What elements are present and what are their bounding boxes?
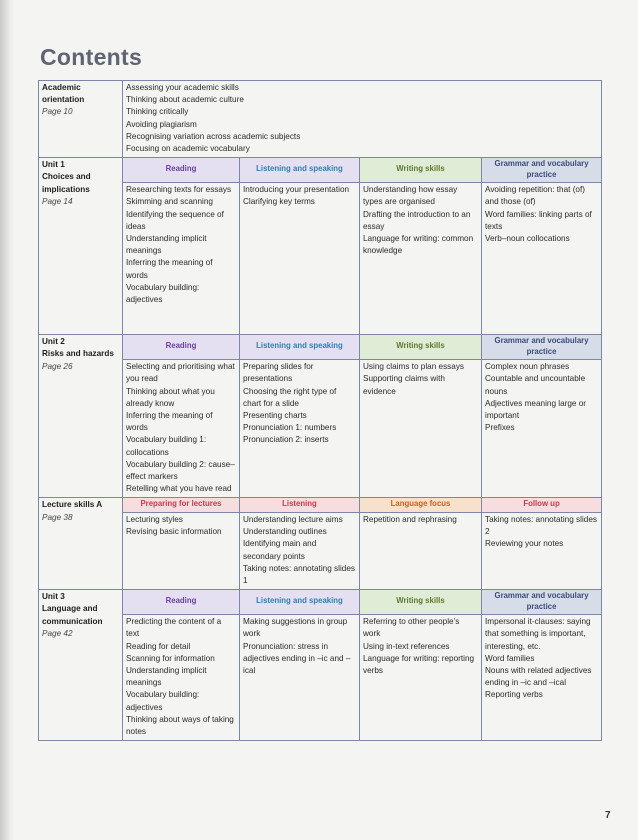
list-item: Verb–noun collocations [485,234,570,244]
list-item: Taking notes: annotating slides 2 [485,514,597,537]
list-item: Presenting charts [243,411,307,421]
list-item: Thinking about academic culture [126,95,244,105]
unit-page: Page 26 [42,361,73,371]
unit-title: Unit 1 [42,160,65,170]
academic-orientation-label [39,81,123,158]
unit2-label [39,335,123,498]
academic-orientation-topics [123,81,602,158]
list-item: Impersonal it-clauses: saying that something is important, interesting, etc. [485,617,591,651]
column-header-writing: Writing skills [360,590,482,615]
list-item: Complex noun phrases [485,362,570,372]
list-item: Retelling what you have read [126,484,232,494]
unit1-writing [360,183,482,335]
lecture-a-content-row [39,512,602,589]
list-item: Vocabulary building 1: collocations [126,435,207,457]
unit-title: implications [42,184,90,194]
unit-page: Page 38 [42,512,73,522]
list-item: Using in-text references [363,641,450,651]
list-item: Introducing your presentation [243,185,350,195]
unit-page: Page 10 [42,107,73,117]
list-item: Pronunciation 2: inserts [243,435,329,445]
list-item: Identifying the sequence of ideas [126,209,224,231]
column-header-listening: Listening and speaking [240,590,360,615]
list-item: Clarifying key terms [243,197,315,207]
unit2-writing [360,360,482,498]
column-header-listening: Listening and speaking [240,158,360,183]
list-item: Prefixes [485,423,515,433]
list-item: Pronunciation: stress in adjectives ending in –ic and –ical [243,641,351,675]
list-item: Understanding lecture aims [243,514,343,524]
list-item: Preparing slides for presentations [243,362,314,384]
unit3-header-row [39,590,602,615]
list-item: Using claims to plan essays [363,362,465,372]
list-item: Avoiding repetition: that (of) and those (of) [485,185,585,207]
unit-title: Choices and [42,172,91,182]
list-item: Drafting the introduction to an essay [363,209,471,231]
unit2-reading [123,360,240,498]
list-item: Reading for detail [126,641,191,651]
unit1-reading [123,183,240,335]
lecture-a-label [39,498,123,590]
column-header-follow-up: Follow up [482,498,602,513]
list-item: Scanning for information [126,653,215,663]
academic-orientation-row [39,81,602,158]
list-item: Word families: linking parts of texts [485,209,592,231]
list-item: Language for writing: reporting verbs [363,653,475,675]
list-item: Understanding implicit meanings [126,665,207,688]
unit-title: Language and [42,604,98,614]
unit-page: Page 14 [42,196,73,206]
column-header-listening: Listening and speaking [240,335,360,360]
list-item: Understanding outlines [243,527,327,537]
lecture-a-follow-up [482,512,602,589]
list-item: Predicting the content of a text [126,617,222,639]
unit2-listening [240,360,360,498]
list-item: Supporting claims with evidence [363,374,445,396]
unit2-header-row [39,335,602,360]
list-item: Taking notes: annotating slides 1 [243,563,355,585]
unit-title: communication [42,616,103,626]
list-item: Pronunciation 1: numbers [243,423,337,433]
list-item: Thinking about ways of taking notes [126,714,234,736]
column-header-reading: Reading [123,158,240,183]
list-item: Researching texts for essays [126,185,232,195]
page-title: Contents [40,44,143,70]
unit-title: Unit 2 [42,337,65,347]
unit-title: orientation [42,95,85,105]
list-item: Word families [485,653,535,663]
column-header-reading: Reading [123,590,240,615]
lecture-a-preparing [123,512,240,589]
unit-title: Unit 3 [42,592,65,602]
list-item: Vocabulary building 2: cause–effect markers [126,459,235,482]
list-item: Vocabulary building: adjectives [126,690,200,712]
lecture-a-header-row [39,498,602,513]
unit1-listening [240,183,360,335]
list-item: Inferring the meaning of words [126,411,213,433]
unit1-label [39,158,123,335]
column-header-language-focus: Language focus [360,498,482,513]
column-header-reading: Reading [123,335,240,360]
unit-title: Academic [42,83,81,92]
list-item: Lecturing styles [126,514,183,524]
list-item: Selecting and prioritising what you read [126,362,235,384]
unit1-grammar [482,183,602,335]
list-item: Focusing on academic vocabulary [126,144,250,154]
list-item: Referring to other people’s work [363,617,460,639]
column-header-listening: Listening [240,498,360,513]
list-item: Reporting verbs [485,690,543,700]
unit3-listening [240,615,360,741]
list-item: Thinking about what you already know [126,386,215,408]
list-item: Understanding implicit meanings [126,234,207,256]
list-item: Choosing the right type of chart for a slide [243,386,337,408]
lecture-a-listening [240,512,360,589]
list-item: Repetition and rephrasing [363,514,457,524]
unit3-reading [123,615,240,741]
unit3-writing [360,615,482,741]
unit3-grammar [482,615,602,741]
list-item: Adjectives meaning large or important [485,398,587,421]
list-item: Making suggestions in group work [243,617,348,639]
unit1-header-row [39,158,602,183]
list-item: Skimming and scanning [126,197,213,207]
list-item: Identifying main and secondary points [243,539,317,561]
list-item: Inferring the meaning of words [126,258,213,280]
unit1-content-row [39,183,602,335]
list-item: Avoiding plagiarism [126,119,197,129]
unit2-grammar [482,360,602,498]
lecture-a-language [360,512,482,589]
list-item: Language for writing: common knowledge [363,234,474,256]
column-header-writing: Writing skills [360,158,482,183]
list-item: Reviewing your notes [485,539,564,549]
list-item: Vocabulary building: adjectives [126,282,200,305]
list-item: Understanding how essay types are organised [363,185,458,207]
column-header-preparing: Preparing for lectures [123,498,240,513]
column-header-grammar: Grammar and vocabulary practice [482,335,602,360]
unit3-content-row [39,615,602,741]
list-item: Thinking critically [126,107,189,117]
list-item: Nouns with related adjectives ending in –ic and –ical [485,665,592,688]
unit3-label [39,590,123,741]
unit-title: Lecture skills A [42,500,103,510]
contents-table [38,80,602,741]
page-spine-shadow [0,0,14,840]
unit-title: Risks and hazards [42,349,114,359]
list-item: Revising basic information [126,527,222,537]
unit-page: Page 42 [42,628,73,638]
unit2-content-row [39,360,602,498]
column-header-writing: Writing skills [360,335,482,360]
list-item: Recognising variation across academic subjects [126,131,301,141]
column-header-grammar: Grammar and vocabulary practice [482,590,602,615]
list-item: Countable and uncountable nouns [485,374,586,396]
column-header-grammar: Grammar and vocabulary practice [482,158,602,183]
list-item: Assessing your academic skills [126,83,239,92]
page-number: 7 [605,810,611,821]
